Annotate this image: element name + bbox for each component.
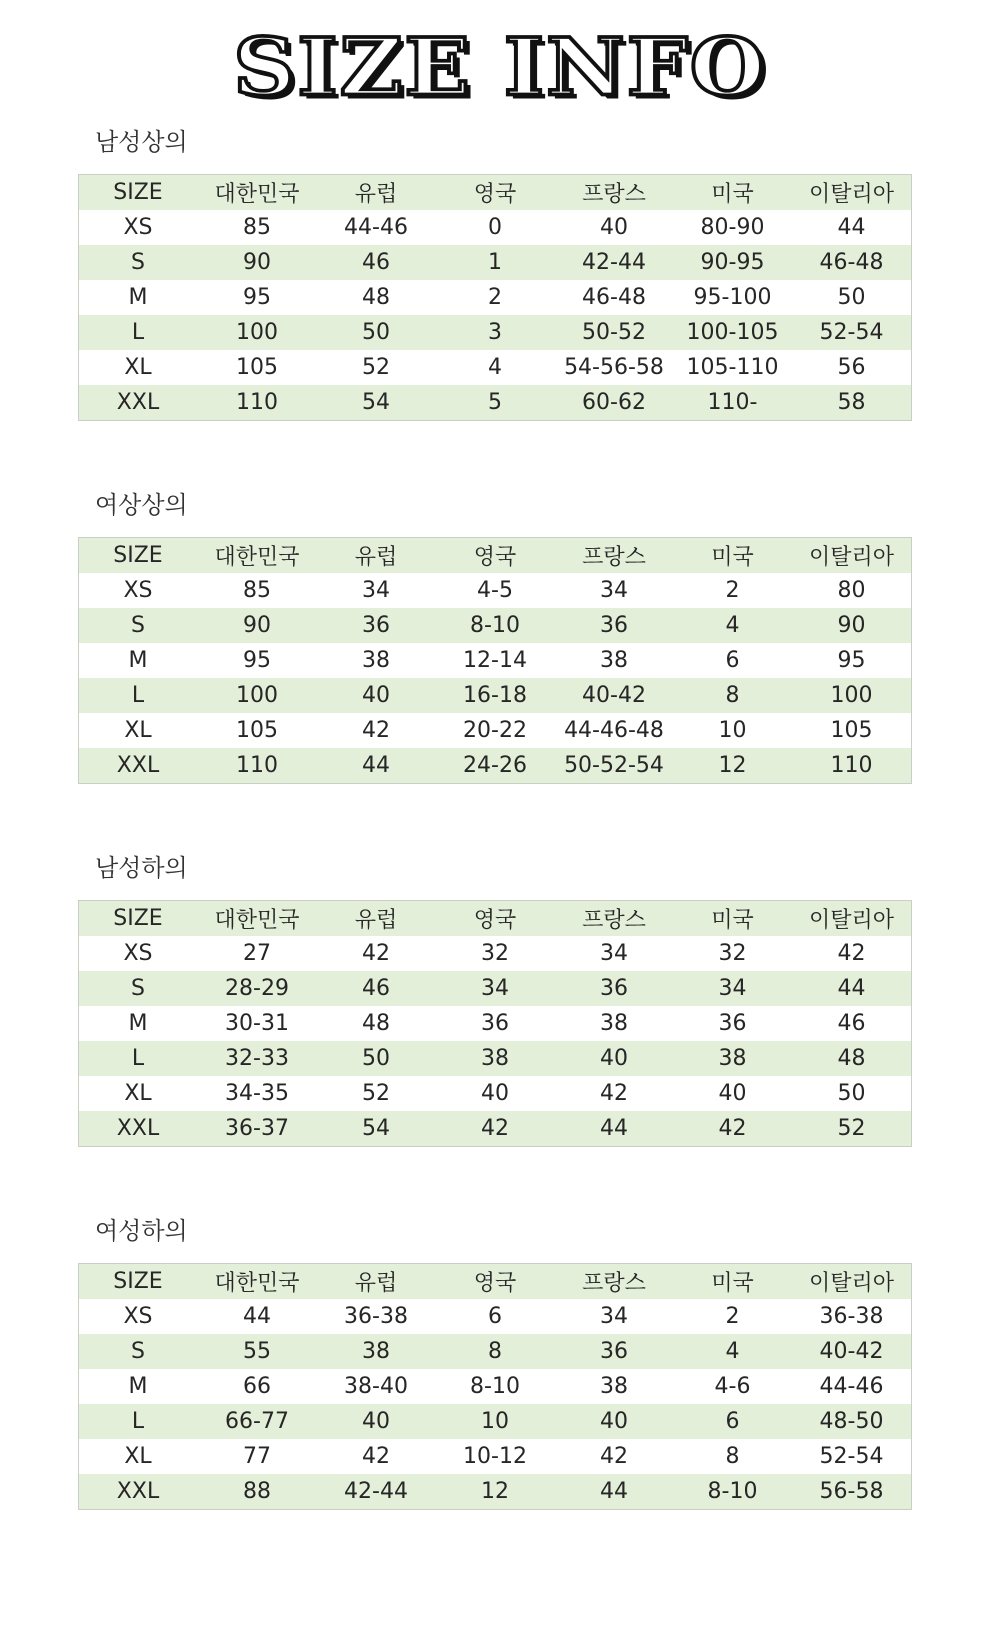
size-value-cell: 95 xyxy=(837,648,866,673)
size-value-cell: 44 xyxy=(317,748,435,784)
size-value-cell: 100-105 xyxy=(673,315,792,350)
table-row xyxy=(79,713,912,748)
size-value-cell: 6 xyxy=(725,648,740,673)
size-value-cell: 38 xyxy=(435,1041,555,1076)
size-value-cell: 38 xyxy=(317,1334,435,1369)
size-value-cell: 24-26 xyxy=(435,748,555,784)
column-header: 대한민국 xyxy=(197,901,317,937)
table-row xyxy=(79,748,912,784)
size-value-cell: 4 xyxy=(673,608,792,643)
size-value-cell: 50 xyxy=(317,315,435,350)
size-value-cell: 42 xyxy=(600,1444,628,1469)
column-header: 영국 xyxy=(435,1264,555,1300)
size-value-cell: 52-54 xyxy=(792,315,912,350)
size-value-cell: 44 xyxy=(555,1474,673,1510)
size-value-cell: 95-100 xyxy=(693,285,772,310)
size-value-cell: 48 xyxy=(362,285,390,310)
size-value-cell: 32 xyxy=(481,941,509,966)
size-value-cell: 110- xyxy=(673,385,792,421)
size-value-cell: 42 xyxy=(362,718,390,743)
section-title: 남성하의 xyxy=(95,854,188,882)
size-value-cell: 54 xyxy=(317,385,435,421)
size-value-cell: 44-46-48 xyxy=(564,718,664,743)
size-label-cell: S xyxy=(79,971,198,1006)
column-header: SIZE xyxy=(79,538,198,574)
size-value-cell: 54 xyxy=(317,1111,435,1147)
size-value-cell: 12-14 xyxy=(463,648,527,673)
size-value-cell: 110 xyxy=(197,385,317,421)
size-label-cell: L xyxy=(79,678,198,713)
size-value-cell: 42 xyxy=(435,1111,555,1147)
size-value-cell: 42-44 xyxy=(555,245,673,280)
size-value-cell: 34-35 xyxy=(225,1081,289,1106)
size-value-cell: 80 xyxy=(837,578,866,603)
size-label-cell: XL xyxy=(124,355,152,380)
size-value-cell: 48 xyxy=(362,1011,390,1036)
size-value-cell: 40-42 xyxy=(792,1334,912,1369)
section-title: 여상상의 xyxy=(95,491,188,519)
size-value-cell: 40 xyxy=(718,1081,747,1106)
size-value-cell: 36 xyxy=(555,971,673,1006)
size-value-cell: 56 xyxy=(837,355,866,380)
size-value-cell: 100 xyxy=(197,678,317,713)
size-value-cell: 4 xyxy=(673,1334,792,1369)
table-row xyxy=(79,350,912,385)
column-header: 이탈리아 xyxy=(792,175,912,211)
size-value-cell: 66-77 xyxy=(197,1404,317,1439)
table-row xyxy=(79,245,912,280)
table-row xyxy=(79,385,912,421)
size-value-cell: 32-33 xyxy=(197,1041,317,1076)
size-value-cell: 52-54 xyxy=(819,1444,884,1469)
size-value-cell: 36-37 xyxy=(197,1111,317,1147)
size-value-cell: 77 xyxy=(243,1444,271,1469)
size-value-cell: 60-62 xyxy=(555,385,673,421)
size-table xyxy=(78,1263,912,1510)
size-table xyxy=(78,174,912,421)
size-value-cell: 38 xyxy=(600,1374,628,1399)
table-row xyxy=(79,315,912,350)
size-value-cell: 6 xyxy=(673,1404,792,1439)
column-header: 영국 xyxy=(435,901,555,937)
size-value-cell: 44-46 xyxy=(819,1374,884,1399)
size-value-cell: 1 xyxy=(435,245,555,280)
column-header: 미국 xyxy=(673,1264,792,1300)
column-header: 유럽 xyxy=(317,1264,435,1300)
size-value-cell: 38 xyxy=(362,648,390,673)
size-value-cell: 38-40 xyxy=(344,1374,408,1399)
column-header: SIZE xyxy=(79,175,198,211)
size-value-cell: 52 xyxy=(362,1081,390,1106)
size-value-cell: 38 xyxy=(600,648,628,673)
size-value-cell: 34 xyxy=(600,1304,628,1329)
size-label-cell: M xyxy=(128,1374,148,1399)
table-row xyxy=(79,936,912,971)
column-header: 대한민국 xyxy=(197,538,317,574)
table-row xyxy=(79,1111,912,1147)
size-value-cell: 40 xyxy=(481,1081,509,1106)
size-value-cell: 12 xyxy=(435,1474,555,1510)
size-value-cell: 0 xyxy=(488,215,502,240)
size-value-cell: 52 xyxy=(792,1111,912,1147)
size-value-cell: 42 xyxy=(362,1444,390,1469)
size-value-cell: 10 xyxy=(435,1404,555,1439)
size-label-cell: XL xyxy=(124,1444,152,1469)
size-value-cell: 38 xyxy=(600,1011,628,1036)
table-row xyxy=(79,1334,912,1369)
table-row xyxy=(79,1439,912,1474)
size-label-cell: XS xyxy=(123,941,153,966)
size-value-cell: 42 xyxy=(362,941,390,966)
header-row xyxy=(79,175,912,211)
size-value-cell: 36 xyxy=(555,608,673,643)
size-value-cell: 32 xyxy=(718,941,747,966)
size-value-cell: 8 xyxy=(435,1334,555,1369)
size-value-cell: 10 xyxy=(718,718,747,743)
size-label-cell: M xyxy=(128,648,148,673)
size-label-cell: XXL xyxy=(79,385,198,421)
size-label-cell: XS xyxy=(123,215,153,240)
size-value-cell: 56-58 xyxy=(792,1474,912,1510)
size-value-cell: 8-10 xyxy=(470,1374,520,1399)
column-header: 프랑스 xyxy=(555,901,673,937)
size-table xyxy=(78,537,912,784)
column-header: 프랑스 xyxy=(555,175,673,211)
size-table xyxy=(78,900,912,1147)
size-value-cell: 46-48 xyxy=(792,245,912,280)
column-header: 이탈리아 xyxy=(792,538,912,574)
column-header: 영국 xyxy=(435,538,555,574)
size-value-cell: 44 xyxy=(555,1111,673,1147)
size-label-cell: XXL xyxy=(79,1111,198,1147)
size-value-cell: 48 xyxy=(792,1041,912,1076)
size-value-cell: 40 xyxy=(317,1404,435,1439)
size-value-cell: 40-42 xyxy=(555,678,673,713)
size-value-cell: 42 xyxy=(673,1111,792,1147)
column-header: SIZE xyxy=(79,901,198,937)
size-value-cell: 12 xyxy=(673,748,792,784)
column-header: 미국 xyxy=(673,538,792,574)
table-row xyxy=(79,1299,912,1334)
size-value-cell: 28-29 xyxy=(197,971,317,1006)
size-value-cell: 34 xyxy=(435,971,555,1006)
size-value-cell: 80-90 xyxy=(700,215,765,240)
column-header: 유럽 xyxy=(317,538,435,574)
size-value-cell: 50-52 xyxy=(555,315,673,350)
size-value-cell: 36 xyxy=(555,1334,673,1369)
size-label-cell: S xyxy=(79,245,198,280)
size-label-cell: XXL xyxy=(79,1474,198,1510)
column-header: 미국 xyxy=(673,175,792,211)
column-header: 프랑스 xyxy=(555,538,673,574)
table-row xyxy=(79,1369,912,1404)
size-value-cell: 36 xyxy=(481,1011,509,1036)
size-value-cell: 52 xyxy=(362,355,390,380)
section-title: 여성하의 xyxy=(95,1217,188,1245)
page-title: SIZE INFO xyxy=(233,21,767,114)
size-value-cell: 38 xyxy=(673,1041,792,1076)
size-value-cell: 44 xyxy=(837,215,866,240)
table-row xyxy=(79,1404,912,1439)
size-value-cell: 6 xyxy=(488,1304,502,1329)
table-row xyxy=(79,1474,912,1510)
size-value-cell: 42-44 xyxy=(317,1474,435,1510)
size-value-cell: 2 xyxy=(725,578,740,603)
size-value-cell: 85 xyxy=(243,578,271,603)
size-value-cell: 95 xyxy=(243,285,271,310)
column-header: 이탈리아 xyxy=(792,901,912,937)
size-label-cell: S xyxy=(79,1334,198,1369)
size-value-cell: 105 xyxy=(236,718,278,743)
table-row xyxy=(79,971,912,1006)
size-value-cell: 100 xyxy=(792,678,912,713)
column-header: 영국 xyxy=(435,175,555,211)
size-value-cell: 42 xyxy=(600,1081,628,1106)
header-row xyxy=(79,1264,912,1300)
table-row xyxy=(79,608,912,643)
size-value-cell: 46 xyxy=(837,1011,866,1036)
table-row xyxy=(79,1076,912,1111)
table-row xyxy=(79,643,912,678)
size-value-cell: 36 xyxy=(317,608,435,643)
column-header: 대한민국 xyxy=(197,175,317,211)
column-header: 유럽 xyxy=(317,901,435,937)
size-value-cell: 54-56-58 xyxy=(564,355,664,380)
header-row xyxy=(79,538,912,574)
size-value-cell: 85 xyxy=(243,215,271,240)
size-value-cell: 90 xyxy=(197,245,317,280)
size-value-cell: 2 xyxy=(488,285,502,310)
column-header: SIZE xyxy=(79,1264,198,1300)
size-label-cell: S xyxy=(79,608,198,643)
table-row xyxy=(79,678,912,713)
size-value-cell: 8 xyxy=(673,678,792,713)
size-value-cell: 88 xyxy=(197,1474,317,1510)
size-label-cell: XS xyxy=(123,1304,153,1329)
size-value-cell: 105-110 xyxy=(686,355,779,380)
size-value-cell: 30-31 xyxy=(225,1011,289,1036)
column-header: 유럽 xyxy=(317,175,435,211)
size-value-cell: 3 xyxy=(435,315,555,350)
size-value-cell: 36 xyxy=(718,1011,747,1036)
size-value-cell: 90 xyxy=(197,608,317,643)
size-value-cell: 10-12 xyxy=(463,1444,527,1469)
size-value-cell: 4-6 xyxy=(714,1374,751,1399)
size-value-cell: 110 xyxy=(792,748,912,784)
size-value-cell: 2 xyxy=(725,1304,740,1329)
size-label-cell: XS xyxy=(123,578,153,603)
size-label-cell: L xyxy=(79,1041,198,1076)
size-value-cell: 50-52-54 xyxy=(555,748,673,784)
table-row xyxy=(79,280,912,315)
size-value-cell: 4 xyxy=(488,355,502,380)
size-value-cell: 5 xyxy=(435,385,555,421)
size-label-cell: L xyxy=(79,315,198,350)
size-value-cell: 50 xyxy=(317,1041,435,1076)
size-value-cell: 90-95 xyxy=(673,245,792,280)
size-value-cell: 46 xyxy=(317,245,435,280)
size-label-cell: M xyxy=(128,285,148,310)
size-value-cell: 27 xyxy=(243,941,271,966)
size-value-cell: 100 xyxy=(197,315,317,350)
size-value-cell: 4-5 xyxy=(477,578,513,603)
size-value-cell: 36-38 xyxy=(344,1304,408,1329)
table-row xyxy=(79,573,912,608)
column-header: 대한민국 xyxy=(197,1264,317,1300)
size-value-cell: 40 xyxy=(317,678,435,713)
size-value-cell: 110 xyxy=(197,748,317,784)
size-value-cell: 8 xyxy=(725,1444,740,1469)
size-value-cell: 40 xyxy=(600,215,628,240)
size-value-cell: 42 xyxy=(837,941,866,966)
table-row xyxy=(79,210,912,245)
size-value-cell: 50 xyxy=(837,285,866,310)
size-value-cell: 44-46 xyxy=(344,215,408,240)
size-value-cell: 20-22 xyxy=(463,718,527,743)
size-label-cell: XL xyxy=(124,1081,152,1106)
size-value-cell: 40 xyxy=(555,1404,673,1439)
size-value-cell: 34 xyxy=(600,578,628,603)
size-label-cell: XXL xyxy=(79,748,198,784)
size-value-cell: 55 xyxy=(197,1334,317,1369)
size-value-cell: 44 xyxy=(243,1304,271,1329)
size-value-cell: 34 xyxy=(362,578,390,603)
size-value-cell: 44 xyxy=(792,971,912,1006)
size-value-cell: 58 xyxy=(792,385,912,421)
size-value-cell: 16-18 xyxy=(435,678,555,713)
size-value-cell: 8-10 xyxy=(435,608,555,643)
size-value-cell: 36-38 xyxy=(819,1304,884,1329)
size-value-cell: 105 xyxy=(830,718,873,743)
size-value-cell: 46 xyxy=(317,971,435,1006)
size-value-cell: 90 xyxy=(792,608,912,643)
size-label-cell: L xyxy=(79,1404,198,1439)
size-value-cell: 34 xyxy=(673,971,792,1006)
section-title: 남성상의 xyxy=(95,128,188,156)
size-value-cell: 34 xyxy=(600,941,628,966)
size-value-cell: 95 xyxy=(243,648,271,673)
size-value-cell: 48-50 xyxy=(792,1404,912,1439)
column-header: 미국 xyxy=(673,901,792,937)
table-row xyxy=(79,1041,912,1076)
size-label-cell: XL xyxy=(124,718,152,743)
size-value-cell: 8-10 xyxy=(673,1474,792,1510)
size-value-cell: 40 xyxy=(555,1041,673,1076)
size-value-cell: 46-48 xyxy=(582,285,646,310)
table-row xyxy=(79,1006,912,1041)
size-value-cell: 105 xyxy=(236,355,278,380)
header-row xyxy=(79,901,912,937)
column-header: 이탈리아 xyxy=(792,1264,912,1300)
size-value-cell: 66 xyxy=(243,1374,271,1399)
size-value-cell: 50 xyxy=(837,1081,866,1106)
size-label-cell: M xyxy=(128,1011,148,1036)
column-header: 프랑스 xyxy=(555,1264,673,1300)
